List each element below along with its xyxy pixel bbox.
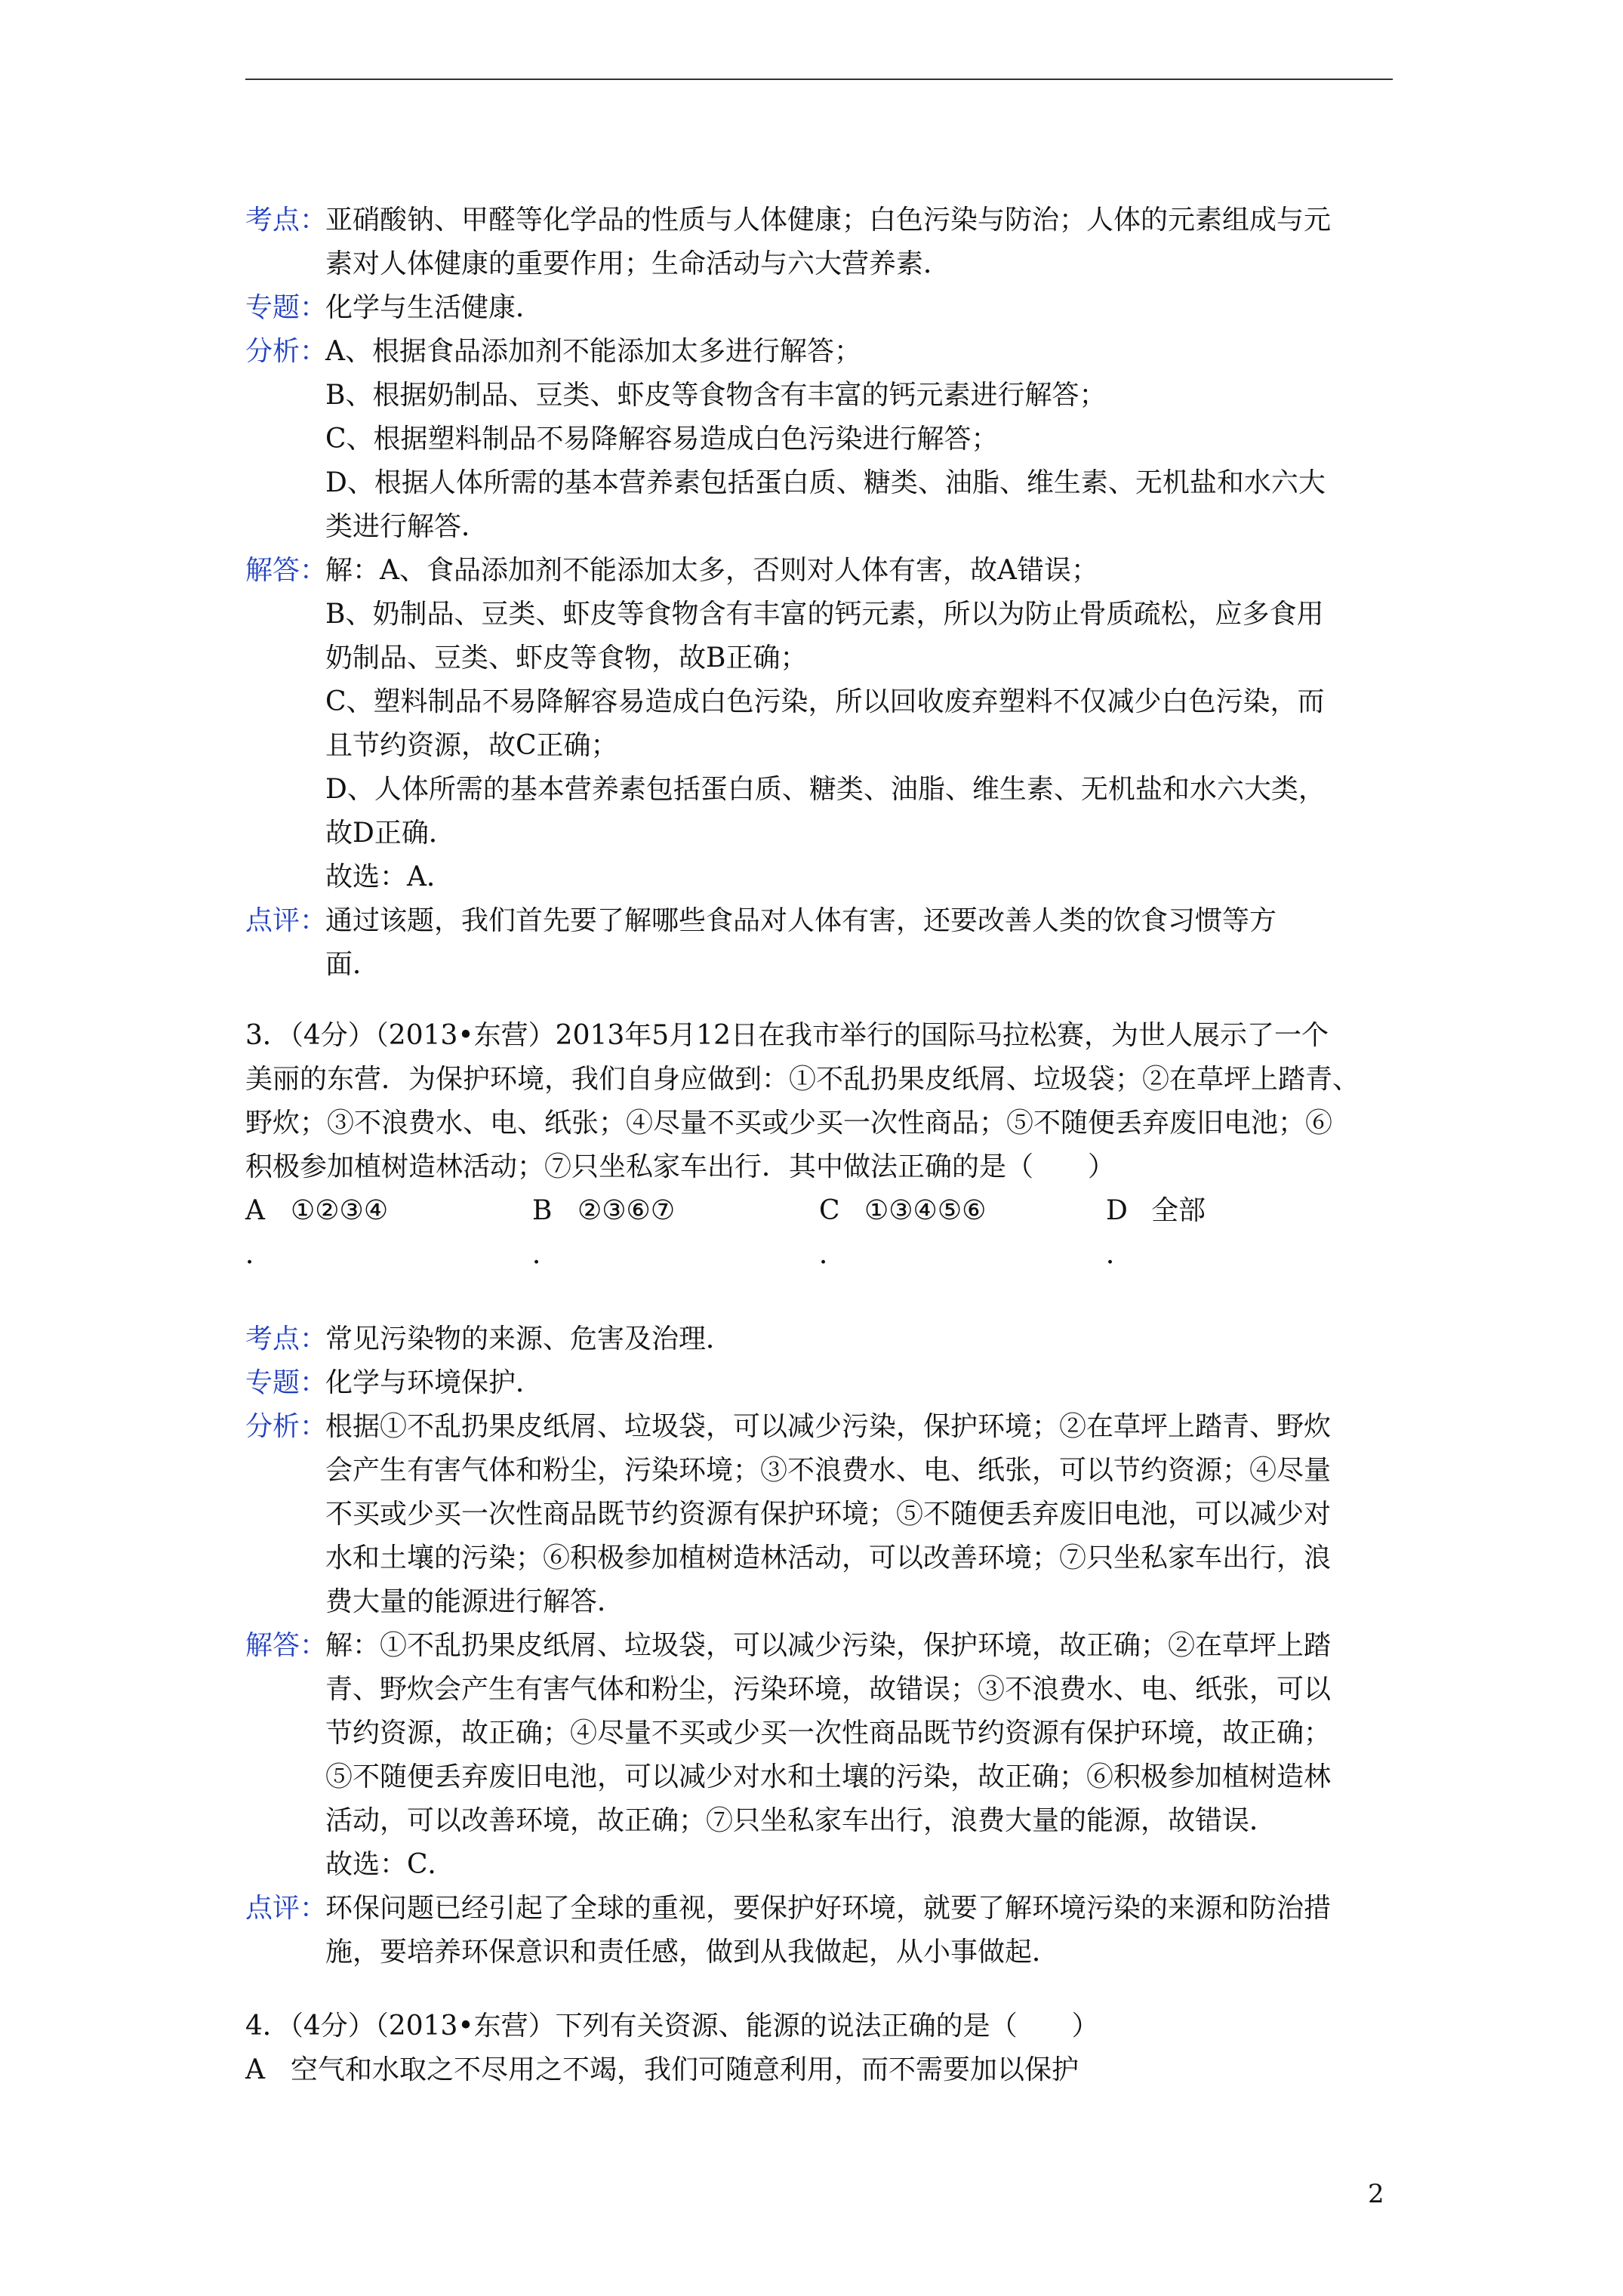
option-text: ②③⑥⑦: [577, 1195, 676, 1226]
text-line: D、根据人体所需的基本营养素包括蛋白质、糖类、油脂、维生素、无机盐和水六大: [325, 467, 1326, 498]
text-line: 节约资源，故正确；④尽量不买或少买一次性商品既节约资源有保护环境，故正确；: [325, 1718, 1332, 1749]
text-line: 费大量的能源进行解答．: [325, 1586, 625, 1617]
fenxi-section: [245, 1405, 1393, 1624]
section-label: 专题：: [245, 1367, 328, 1398]
text-line: 根据①不乱扔果皮纸屑、垃圾袋，可以减少污染，保护环境；②在草坪上踏青、野炊: [325, 1411, 1332, 1442]
option-dot: ．: [1106, 1239, 1134, 1270]
option-b: [532, 1189, 819, 1233]
header-rule: [245, 79, 1393, 80]
text-line: 施，要培养环保意识和责任感，做到从我做起，从小事做起．: [325, 1937, 1060, 1968]
options-row: [245, 2048, 1393, 2092]
question-4: [245, 2005, 1393, 2092]
text-line: B、奶制品、豆类、虾皮等食物含有丰富的钙元素，所以为防止骨质疏松，应多食用: [325, 599, 1324, 630]
jieda-section: [245, 549, 1393, 899]
question-line: 野炊；③不浪费水、电、纸张；④尽量不买或少买一次性商品；⑤不随便丢弃废旧电池；⑥: [245, 1108, 1333, 1139]
text-line: ⑤不随便丢弃废旧电池，可以减少对水和土壤的污染，故正确；⑥积极参加植树造林: [325, 1761, 1332, 1792]
page-number: 2: [1368, 2179, 1384, 2209]
dianping-section: [245, 1887, 1393, 1974]
section-label: 分析：: [245, 1411, 328, 1442]
option-letter: B: [532, 1195, 553, 1226]
text-line: 常见污染物的来源、危害及治理．: [325, 1324, 734, 1354]
option-d: [1106, 1189, 1206, 1233]
section-label: 解答：: [245, 1630, 328, 1661]
option-letter: A: [245, 2054, 265, 2085]
section-label: 考点：: [245, 1324, 328, 1354]
text-line: 不买或少买一次性商品既节约资源有保护环境；⑤不随便丢弃废旧电池，可以减少对: [325, 1499, 1332, 1530]
option-dot: ．: [245, 1239, 273, 1270]
option-dot: ．: [532, 1239, 560, 1270]
section-label: 解答：: [245, 555, 328, 586]
text-line: D、人体所需的基本营养素包括蛋白质、糖类、油脂、维生素、无机盐和水六大类，: [325, 774, 1326, 805]
option-a: [245, 1189, 532, 1233]
section-label: 分析：: [245, 336, 328, 367]
kaodian-section: [245, 1318, 1393, 1361]
q3-analysis: [245, 1318, 1393, 1974]
question-line: 积极参加植树造林活动；⑦只坐私家车出行．其中做法正确的是（ ）: [245, 1151, 1116, 1182]
option-letter: D: [1106, 1195, 1128, 1226]
text-line: 亚硝酸钠、甲醛等化学品的性质与人体健康；白色污染与防治；人体的元素组成与元: [325, 205, 1332, 236]
option-dots-row: [245, 1233, 1393, 1277]
option-a: [245, 2048, 1079, 2092]
text-line: 解：A、食品添加剂不能添加太多，否则对人体有害，故A错误；: [325, 555, 1098, 586]
question-3: [245, 1014, 1393, 1277]
question-line: 美丽的东营．为保护环境，我们自身应做到：①不乱扔果皮纸屑、垃圾袋；②在草坪上踏青、: [245, 1064, 1360, 1095]
text-line: 化学与生活健康．: [325, 292, 544, 323]
options-row: [245, 1189, 1393, 1233]
text-line: 奶制品、豆类、虾皮等食物，故B正确；: [325, 643, 808, 673]
text-line: 会产生有害气体和粉尘，污染环境；③不浪费水、电、纸张，可以节约资源；④尽量: [325, 1455, 1332, 1486]
text-line: 素对人体健康的重要作用；生命活动与六大营养素．: [325, 248, 951, 279]
text-line: 青、野炊会产生有害气体和粉尘，污染环境，故错误；③不浪费水、电、纸张，可以: [325, 1674, 1332, 1705]
text-line: C、根据塑料制品不易降解容易造成白色污染进行解答；: [325, 424, 999, 455]
question-line: 4．（4分）（2013•东营）下列有关资源、能源的说法正确的是（ ）: [245, 2011, 1099, 2042]
text-line: 化学与环境保护．: [325, 1367, 544, 1398]
text-line: 活动，可以改善环境，故正确；⑦只坐私家车出行，浪费大量的能源，故错误．: [325, 1805, 1277, 1836]
option-text: 全部: [1151, 1195, 1206, 1226]
text-line: C、塑料制品不易降解容易造成白色污染，所以回收废弃塑料不仅减少白色污染，而: [325, 686, 1325, 717]
text-line: 故D正确．: [325, 818, 456, 849]
option-letter: A: [245, 1195, 265, 1226]
option-dot: ．: [819, 1239, 847, 1270]
section-label: 专题：: [245, 292, 328, 323]
zhuanti-section: [245, 286, 1393, 330]
text-line: 水和土壤的污染；⑥积极参加植树造林活动，可以改善环境；⑦只坐私家车出行，浪: [325, 1542, 1332, 1573]
text-line: 面．: [325, 949, 380, 980]
section-label: 点评：: [245, 1893, 328, 1924]
zhuanti-section: [245, 1361, 1393, 1405]
jieda-section: [245, 1624, 1393, 1887]
option-letter: C: [819, 1195, 840, 1226]
text-line: B、根据奶制品、豆类、虾皮等食物含有丰富的钙元素进行解答；: [325, 380, 1107, 411]
question-line: 3．（4分）（2013•东营）2013年5月12日在我市举行的国际马拉松赛，为世人展示了一个: [245, 1020, 1329, 1051]
text-line: 解：①不乱扔果皮纸屑、垃圾袋，可以减少污染，保护环境，故正确；②在草坪上踏: [325, 1630, 1332, 1661]
text-line: 通过该题，我们首先要了解哪些食品对人体有害，还要改善人类的饮食习惯等方: [325, 905, 1277, 936]
text-line: 且节约资源，故C正确；: [325, 730, 618, 761]
section-label: 点评：: [245, 905, 328, 936]
fenxi-section: [245, 330, 1393, 549]
option-c: [819, 1189, 1106, 1233]
option-text: ①②③④: [291, 1195, 389, 1226]
dianping-section: [245, 899, 1393, 987]
text-line: A、根据食品添加剂不能添加太多进行解答；: [325, 336, 861, 367]
text-line: 故选：C．: [325, 1849, 455, 1880]
option-text: 空气和水取之不尽用之不竭，我们可随意利用，而不需要加以保护: [291, 2054, 1079, 2085]
text-line: 类进行解答．: [325, 511, 489, 542]
kaodian-section: [245, 199, 1393, 286]
q2-analysis: [245, 199, 1393, 987]
section-label: 考点：: [245, 205, 328, 236]
text-line: 环保问题已经引起了全球的重视，要保护好环境，就要了解环境污染的来源和防治措: [325, 1893, 1332, 1924]
text-line: 故选：A．: [325, 861, 454, 892]
option-text: ①③④⑤⑥: [864, 1195, 987, 1226]
